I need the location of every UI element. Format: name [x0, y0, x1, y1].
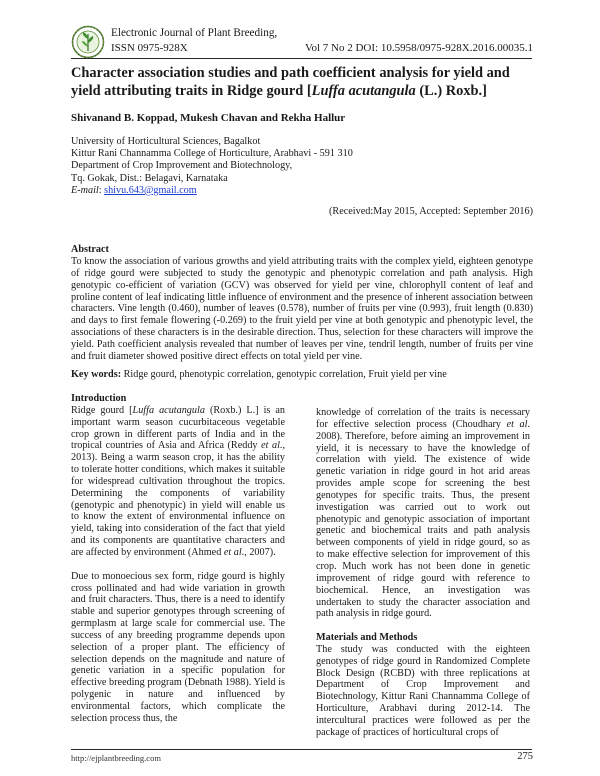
affiliation-line: Tq. Gokak, Dist.: Belagavi, Karnataka	[71, 172, 228, 184]
abstract-text: To know the association of various growths and yield attributing traits with the complex yield, eighteen genotype of ridge gourd were subjected to study the genotypic and phenotypic correlation and path analysis. High genotypic co-efficient of variation (GCV) was observed for yield per vine, chlorophyll content of leaf and proline content of leaf indicating little influence of environment and the presence of inherent association between characters. Vine length (0.460), number of leaves (0.578), number of fruits per vine (0.993), fruit length (0.830) and days to first female flowering (-0.269) to the fruit yield per vine at both genotypic and phenotypic level, the associations of these characters is in the desirable direction. Thus, selection for these characters will improve the yield. Path coefficient analysis revealed that number of leaves per vine, tendril length, number of fruits per vine and fruit diameter showed positive direct effects on total yield per vine.	[71, 256, 533, 362]
affiliation-line: Department of Crop Improvement and Biotechnology,	[71, 160, 293, 172]
keywords	[71, 369, 533, 380]
journal-name: Electronic Journal of Plant Breeding,	[111, 27, 278, 39]
affiliation-line: Kittur Rani Channamma College of Horticulture, Arabhavi - 591 310	[71, 148, 353, 160]
column-right	[316, 407, 530, 739]
abstract-heading: Abstract	[71, 244, 109, 255]
issn: ISSN 0975-928X	[111, 42, 188, 54]
methods-heading: Materials and Methods	[316, 632, 418, 644]
received-dates: (Received:May 2015, Accepted: September 2016)	[329, 206, 533, 217]
authors: Shivanand B. Koppad, Mukesh Chavan and Rekha Hallur	[71, 112, 346, 124]
article-title: Character association studies and path coefficient analysis for yield and yield attributing traits in Ridge gourd [Luffa acutangula (L.) Roxb.]	[71, 65, 510, 99]
intro-paragraph-1: Ridge gourd [Luffa acutangula (Roxb.) L.] is an important warm season cucurbitaceous vegetable crop grown in different parts of India and in the tropical countries of Asia and Africa (Reddy et al., 2013). Being a warm season crop, it has the ability to tolerate hotter conditions, which makes it suitable for widespread cultivation throughout the tropics. Determining the components of variability (genotypic and phenotypic) in yield will enable us to know the extent of environmental influence on yield, taking into consideration of the fact that yield and its components are quantitative characters and are affected by environment (Ahmed et al., 2007).	[71, 404, 286, 558]
email-link[interactable]: shivu.643@gmail.com	[104, 184, 197, 196]
journal-emblem-icon	[71, 25, 105, 59]
email-label: E-mail	[71, 184, 99, 196]
introduction-heading: Introduction	[71, 393, 127, 404]
page-number: 275	[517, 751, 533, 762]
affiliations	[71, 136, 353, 197]
footer-divider	[71, 749, 532, 750]
title-species: Luffa acutangula	[311, 83, 416, 99]
email-line: E-mail: shivu.643@gmail.com	[71, 184, 197, 196]
volume-doi: Vol 7 No 2 DOI: 10.5958/0975-928X.2016.00035.1	[304, 42, 533, 54]
keywords-text: Ridge gourd, phenotypic correlation, genotypic correlation, Fruit yield per vine	[121, 369, 447, 380]
header-divider	[71, 58, 532, 59]
methods-paragraph: The study was conducted with the eighteen genotypes of ridge gourd in Randomized Complete Block Design (RCBD) with three replications at Department of Crop Improvement and Biotechnology, Kittur Rani Channamma College of Horticulture, Arabhavi during 2012-14. The intercultural practices were followed as per the package of practices of horticultural crops of	[316, 643, 530, 738]
intro-paragraph-2: Due to monoecious sex form, ridge gourd is highly cross pollinated and had wide variation in growth and fruit characters. Thus, there is a need to identify stable and superior genotypes through screening of germplasm at large scale for commercial use. The success of any breeding programme depends upon selection of a proper plant. The efficiency of selection depends on the magnitude and nature of genetic variation in a specific population for effective breeding program (Debnath 1988). Yield is polygenic in nature and influenced by environmental factors, which complicate the selection process thus, the	[71, 570, 285, 724]
keywords-label: Key words:	[71, 369, 122, 380]
footer-url[interactable]: http://ejplantbreeding.com	[71, 753, 161, 763]
column-left	[71, 393, 285, 725]
affiliation-line: University of Horticultural Sciences, Bagalkot	[71, 136, 261, 147]
intro-paragraph-3: knowledge of correlation of the traits is necessary for effective selection process (Choudhary et al. 2008). Therefore, before aiming an improvement in yield, it is necessary to have the knowledge of correlation with yield. The existence of wide genetic variation in ridge gourd in hot arid areas provides ample scope for screening the best genotypes for specific traits. Thus, the present investigation was carried out to work out phenotypic and genotypic association of important genetic and biochemical traits and path analysis between components of yield in ridge gourd, so as to make effective selection for improvement of this crop. Much work has not been done in genetic improvement of ridge gourd with reference to biochemical. Hence, an investigation was undertaken to study the character association and path analysis in ridge gourd.	[316, 407, 531, 620]
